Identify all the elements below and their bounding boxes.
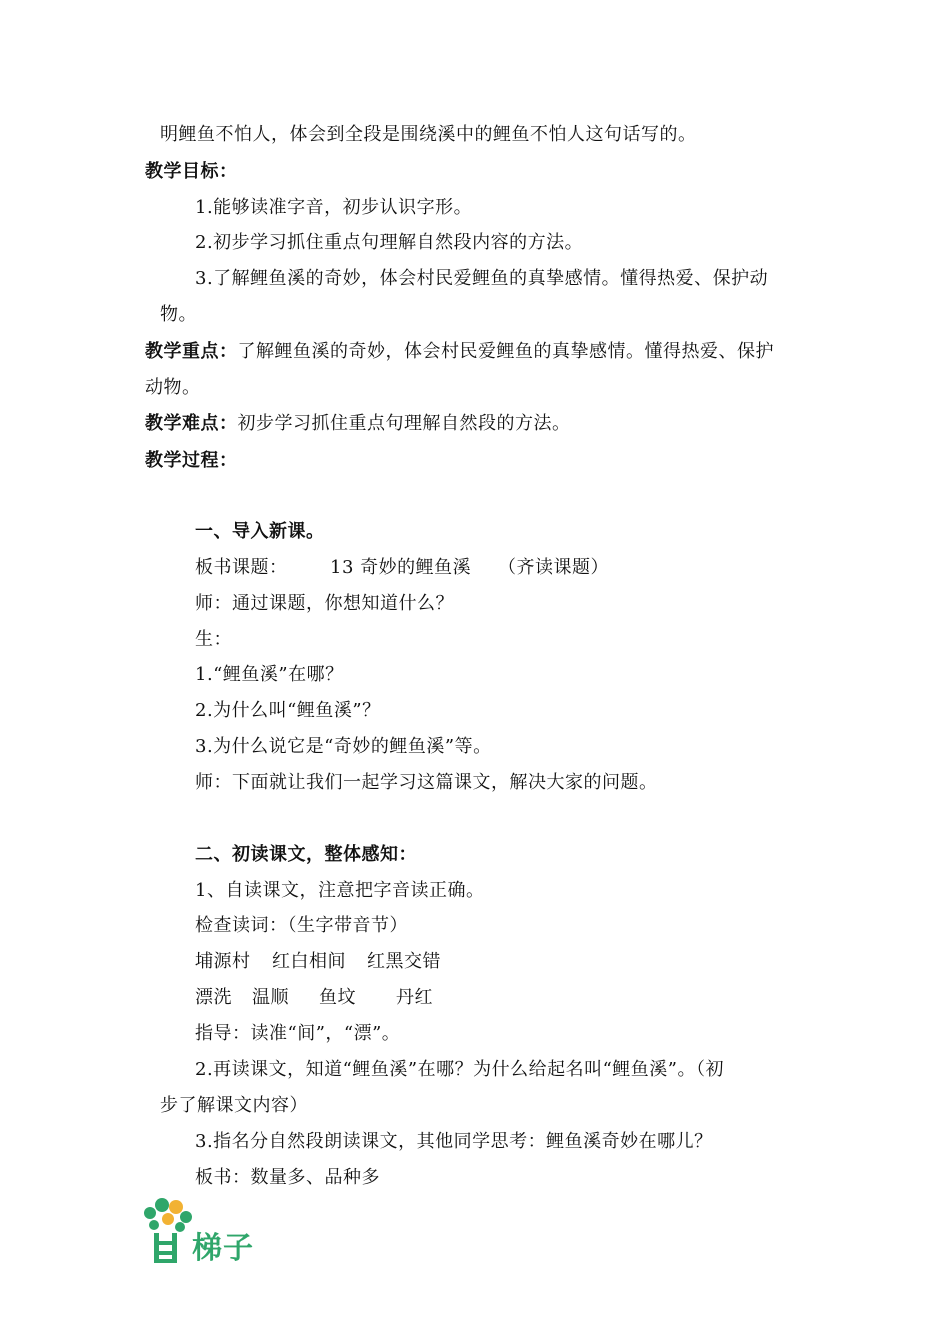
- question-2: 2.为什么叫“鲤鱼溪”？: [195, 700, 381, 721]
- goal-item-3: 3.了解鲤鱼溪的奇妙，体会村民爱鲤鱼的真挚感情。懂得热爱、保护动: [195, 268, 769, 289]
- board-title-note: （齐读课题）: [498, 557, 609, 578]
- key-point-text: 了解鲤鱼溪的奇妙，体会村民爱鲤鱼的真挚感情。懂得热爱、保护: [237, 341, 774, 362]
- teacher-next: 师：下面就让我们一起学习这篇课文，解决大家的问题。: [195, 772, 658, 793]
- words-row-1-item: 埔源村: [195, 951, 251, 972]
- question-3: 3.为什么说它是“奇妙的鲤鱼溪”等。: [195, 736, 492, 757]
- step-1: 1、自读课文，注意把字音读正确。: [195, 880, 485, 901]
- difficult-point-text: 初步学习抓住重点句理解自然段的方法。: [237, 413, 571, 434]
- key-point-line: [145, 340, 774, 364]
- board-title-text: 13 奇妙的鲤鱼溪: [330, 557, 472, 578]
- section-2-title: 二、初读课文，整体感知：: [195, 844, 417, 865]
- board-book: 板书：数量多、品种多: [195, 1167, 380, 1188]
- logo-text: 梯子: [192, 1231, 254, 1266]
- guide-line: 指导：读准“间”，“漂”。: [195, 1023, 401, 1044]
- check-words: 检查读词：（生字带音节）: [195, 915, 408, 936]
- words-row-2-item: 丹红: [396, 987, 433, 1008]
- tree-logo-icon: [140, 1195, 200, 1267]
- question-1: 1.“鲤鱼溪”在哪？: [195, 664, 344, 685]
- step-2: 2.再读课文，知道“鲤鱼溪”在哪？为什么给起名叫“鲤鱼溪”。（初: [195, 1059, 724, 1080]
- goal-item-1: 1.能够读准字音，初步认识字形。: [195, 197, 473, 218]
- key-point-cont: 动物。: [145, 377, 201, 398]
- step-3: 3.指名分自然段朗读课文，其他同学思考：鲤鱼溪奇妙在哪儿？: [195, 1131, 713, 1152]
- words-row-1-item: 红白相间: [272, 951, 346, 972]
- brand-logo: [140, 1195, 275, 1267]
- words-row-2-item: 温顺: [252, 987, 289, 1008]
- difficult-point-line: [145, 412, 571, 436]
- student-label: 生：: [195, 629, 232, 650]
- goal-item-2: 2.初步学习抓住重点句理解自然段内容的方法。: [195, 232, 584, 253]
- goals-heading: 教学目标：: [145, 161, 238, 182]
- step-2-cont: 步了解课文内容）: [160, 1095, 308, 1116]
- section-1-title: 一、导入新课。: [195, 521, 325, 542]
- key-point-label: 教学重点：: [145, 341, 238, 362]
- intro-tail-line: 明鲤鱼不怕人，体会到全段是围绕溪中的鲤鱼不怕人这句话写的。: [160, 124, 697, 145]
- words-row-1-item: 红黑交错: [367, 951, 441, 972]
- words-row-2-item: 鱼坟: [319, 987, 356, 1008]
- difficult-point-label: 教学难点：: [145, 413, 238, 434]
- goal-item-3-cont: 物。: [160, 304, 197, 325]
- process-heading: 教学过程：: [145, 450, 238, 471]
- words-row-2-item: 漂洗: [195, 987, 232, 1008]
- teacher-question: 师：通过课题，你想知道什么？: [195, 593, 454, 614]
- board-title-label: 板书课题：: [195, 557, 288, 578]
